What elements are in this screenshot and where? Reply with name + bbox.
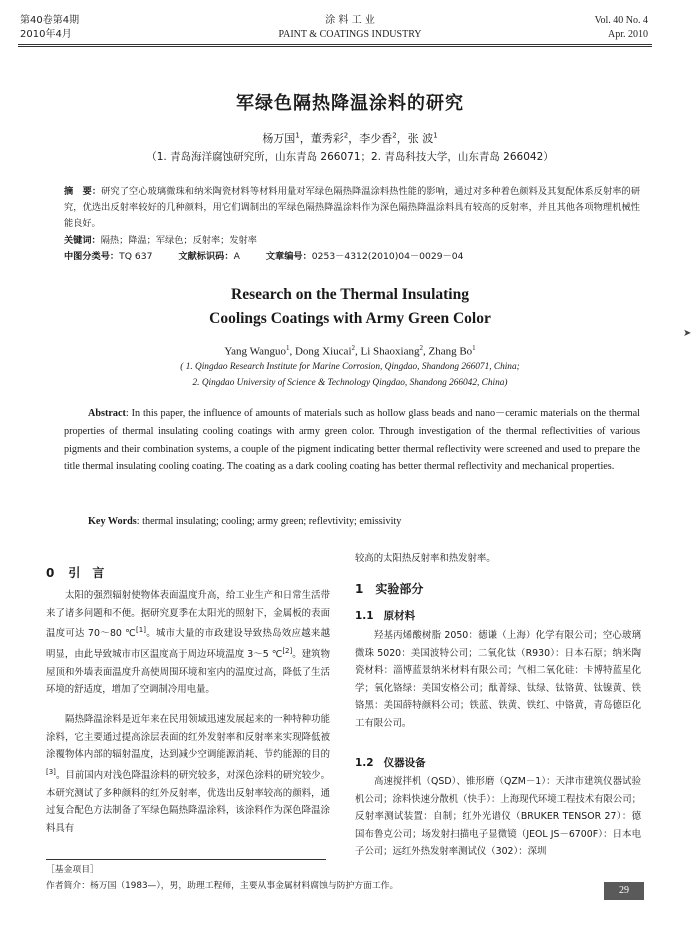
classification-line: 中图分类号：TQ 637 文献标识码：A 文章编号：0253－4312(2010)04－0029－04 [64, 251, 464, 262]
header-rule-2 [18, 46, 652, 47]
journal-name-en: PAINT & COATINGS INDUSTRY [278, 29, 422, 40]
authors-en: Yang Wanguo$^1$, Dong Xiucai$^2$, Li Shaoxiang$^2$, Zhang Bo$^1$ [224, 344, 476, 358]
footnote-rule [46, 859, 326, 860]
page-number: 29 [604, 882, 644, 900]
journal-volume-en: Vol. 40 No. 4 [594, 15, 648, 26]
section-0-heading: 0 引 言 [46, 566, 105, 580]
equipment-paragraph: 高速搅拌机（QSD）、锥形磨（QZM－1）：天津市建筑仪器试验机公司；涂料快速分散机（快手）：上海现代环境工程技术有限公司；反射率测试装置：自制；红外光谱仪（BRUKER TENSOR 27）：德国布鲁克公司；场发射扫描电子显微镜（JEOL JS－6700F）：日本电子公司；远红外热发射率测试仪（302）：深圳 [355, 776, 641, 858]
materials-paragraph: 羟基丙烯酸树脂 2050：德谦（上海）化学有限公司；空心玻璃微珠 5020：美国波特公司；二氧化钛（R930）：日本石原；纳米陶瓷材料：淄博蓝景纳米材料有限公司；气相二氧化硅：卡博特蓝星化学；氧化铬绿：美国安格公司；酞菁绿、钛绿、钛铬黄、钛镍黄、铁铬黑：美国薛特颜料公司；铁蓝、铁黄、铁红、中铬黄，青岛德臣化工有限公司。 [355, 630, 641, 729]
journal-volume-cn: 第40卷第4期 [20, 15, 80, 26]
journal-date-cn: 2010年4月 [20, 29, 72, 40]
paper-title-en-line2: Coolings Coatings with Army Green Color [209, 310, 491, 327]
footnote-author: 作者简介：杨万国（1983—），男，助理工程师，主要从事金属材料腐蚀与防护方面工作。 [46, 881, 399, 891]
section-1-heading: 1 实验部分 [355, 582, 424, 596]
paper-title-cn: 军绿色隔热降温涂料的研究 [236, 93, 464, 114]
header-rule [18, 44, 652, 45]
abstract-en: Abstract: In this paper, the influence of amounts of materials such as hollow glass beads and nano－ceramic materials on the thermal properties of thermal insulating cooling coatings with army green color. Through investigation of the thermal reflectivities of various pigments and their combination systems, a couple of the pigment indicating better thermal reflectivity were screened and used to prepare the title thermal insulating cooling coating. The coating as a dark cooling coating has better thermal reflectivity and mechanical properties. [64, 408, 640, 473]
section-1-1-heading: 1.1 原材料 [355, 610, 416, 622]
affiliation-cn: （1. 青岛海洋腐蚀研究所，山东青岛 266071；2. 青岛科技大学，山东青岛 266042） [146, 151, 554, 163]
keywords-cn: 关键词：隔热；降温；军绿色；反射率；发射率 [64, 235, 257, 246]
abstract-cn: 摘 要：研究了空心玻璃微珠和纳米陶瓷材料等材料用量对军绿色隔热降温涂料热性能的影响，通过对多种着色颜料及其复配体系反射率的研究，优选出反射率较好的几种颜料，用它们调制出的军绿色隔热降温涂料作为深色隔热降温涂料具有较高的反射率，并且其他各项物理机械性能良好。 [64, 186, 641, 229]
keywords-en: Key Words: thermal insulating; cooling; army green; reflevtivity; emissivity [88, 516, 402, 527]
paper-title-en-line1: Research on the Thermal Insulating [231, 286, 469, 303]
section-1-2-heading: 1.2 仪器设备 [355, 757, 426, 769]
journal-date-en: Apr. 2010 [608, 29, 648, 40]
margin-arrow-icon: ➤ [683, 328, 692, 339]
intro-paragraph-1: 太阳的强烈辐射使物体表面温度升高，给工业生产和日常生活带来了诸多问题和不便。据研究夏季在太阳光的照射下，金属板的表面温度可达 70～80 ℃[1]。城市大量的市政建设导致热岛效应越来越明显，由此导致城市市区温度高于周边环境温度 3～5 ℃[2]。建筑物屋顶和外墙表面温度升高使周围环境和室内的温度过高，降低了生活环境的舒适度，增加了空调制冷用电量。 [46, 590, 330, 696]
intro-paragraph-2: 隔热降温涂料是近年来在民用领域迅速发展起来的一种特种功能涂料，它主要通过提高涂层表面的红外发射率和反射率来实现降低被涂覆物体内部的辐射温度，达到减少空调能源消耗、节约能源的目的[3]。目前国内对浅色降温涂料的研究较多，对深色涂料的研究较少。本研究测试了多种颜料的红外反射率，优选出反射率较高的颜料，通过复合配色方法制备了军绿色隔热降温涂料，该涂料作为深色降温涂料具有 [46, 714, 330, 834]
affiliation-en-1: ( 1. Qingdao Research Institute for Marine Corrosion, Qingdao, Shandong 266071, China; [180, 362, 520, 372]
journal-name-cn: 涂 料 工 业 [325, 15, 375, 26]
affiliation-en-2: 2. Qingdao University of Science & Technology Qingdao, Shandong 266042, China) [192, 378, 508, 388]
intro-continued: 较高的太阳热反射率和热发射率。 [355, 553, 496, 564]
authors-cn: 杨万国$^1$，董秀彩$^2$，李少香$^2$，张 波$^1$ [262, 131, 438, 145]
footnote-fund: ［基金项目］ [46, 865, 99, 875]
